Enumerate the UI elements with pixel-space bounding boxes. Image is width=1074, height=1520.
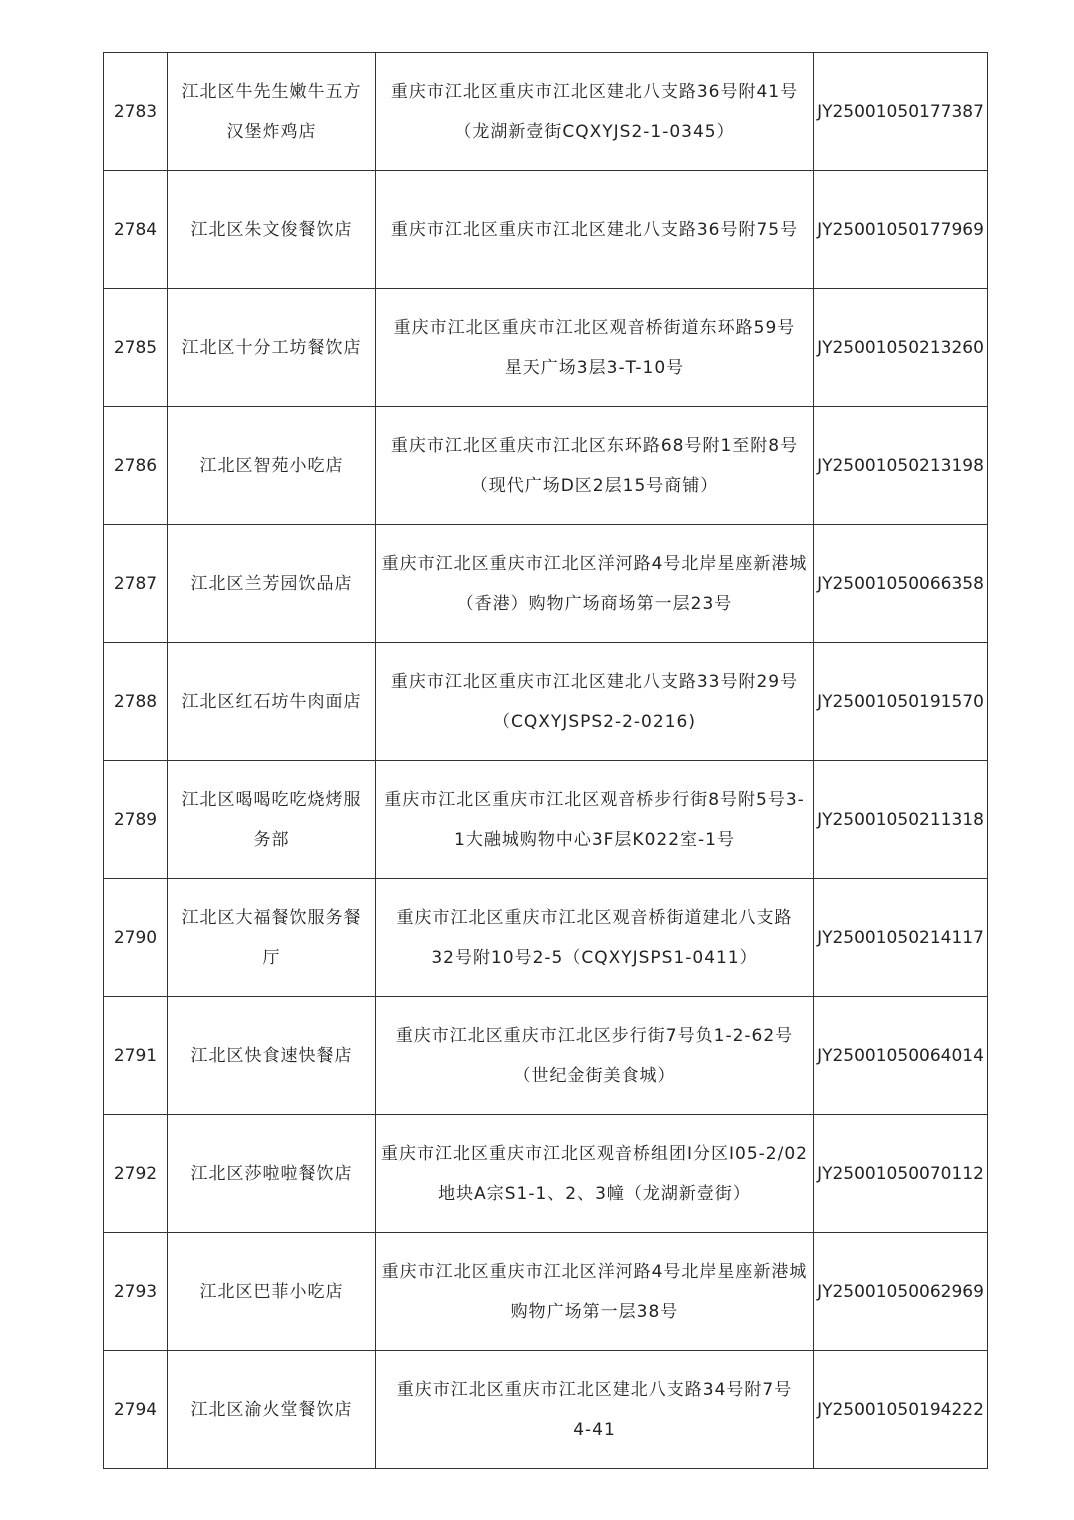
business-name [168, 879, 376, 997]
business-name-text: 江北区巴菲小吃店 [199, 1281, 344, 1302]
license-number: JY25001050213198 [814, 407, 988, 525]
business-name-text: 江北区牛先生嫩牛五方汉堡炸鸡店 [181, 81, 362, 142]
business-address [376, 1233, 814, 1351]
table-row [104, 171, 988, 289]
row-number: 2789 [104, 761, 168, 879]
business-name [168, 1233, 376, 1351]
row-number: 2792 [104, 1115, 168, 1233]
row-number: 2784 [104, 171, 168, 289]
table-row [104, 407, 988, 525]
table-row [104, 289, 988, 407]
table-row [104, 761, 988, 879]
table-row [104, 643, 988, 761]
business-address [376, 1115, 814, 1233]
business-name [168, 997, 376, 1115]
business-name [168, 53, 376, 171]
business-name-text: 江北区莎啦啦餐饮店 [190, 1163, 353, 1184]
business-name-text: 江北区兰芳园饮品店 [190, 573, 353, 594]
business-name-text: 江北区红石坊牛肉面店 [181, 691, 362, 712]
business-address-text: 重庆市江北区重庆市江北区观音桥街道东环路59号星天广场3层3-T-10号 [393, 317, 796, 378]
table-row [104, 879, 988, 997]
business-address-text: 重庆市江北区重庆市江北区建北八支路33号附29号（CQXYJSPS2-2-0216) [390, 671, 799, 732]
license-number: JY25001050064014 [814, 997, 988, 1115]
business-address-text: 重庆市江北区重庆市江北区建北八支路34号附7号4-41 [396, 1379, 793, 1440]
business-name-text: 江北区朱文俊餐饮店 [190, 219, 353, 240]
row-number: 2794 [104, 1351, 168, 1469]
row-number: 2790 [104, 879, 168, 997]
license-number: JY25001050070112 [814, 1115, 988, 1233]
table-row [104, 525, 988, 643]
business-address-text: 重庆市江北区重庆市江北区洋河路4号北岸星座新港城（香港）购物广场商场第一层23号 [381, 553, 808, 614]
table-row [104, 53, 988, 171]
business-name [168, 171, 376, 289]
table-row [104, 1233, 988, 1351]
license-number: JY25001050191570 [814, 643, 988, 761]
license-number: JY25001050211318 [814, 761, 988, 879]
row-number: 2793 [104, 1233, 168, 1351]
business-address-text: 重庆市江北区重庆市江北区东环路68号附1至附8号（现代广场D区2层15号商铺） [390, 435, 799, 496]
business-address-text: 重庆市江北区重庆市江北区洋河路4号北岸星座新港城购物广场第一层38号 [381, 1261, 808, 1322]
table-row [104, 1351, 988, 1469]
table-row [104, 1115, 988, 1233]
business-address [376, 643, 814, 761]
license-table [103, 52, 988, 1469]
business-address-text: 重庆市江北区重庆市江北区建北八支路36号附75号 [390, 219, 799, 240]
row-number: 2791 [104, 997, 168, 1115]
business-name-text: 江北区大福餐饮服务餐厅 [181, 907, 362, 968]
business-name-text: 江北区快食速快餐店 [190, 1045, 353, 1066]
business-name [168, 525, 376, 643]
business-address [376, 1351, 814, 1469]
business-address-text: 重庆市江北区重庆市江北区建北八支路36号附41号（龙湖新壹街CQXYJS2-1-0345） [390, 81, 799, 142]
business-name [168, 289, 376, 407]
license-number: JY25001050213260 [814, 289, 988, 407]
business-address [376, 879, 814, 997]
business-name-text: 江北区渝火堂餐饮店 [190, 1399, 353, 1420]
business-name-text: 江北区喝喝吃吃烧烤服务部 [181, 789, 362, 850]
license-number: JY25001050194222 [814, 1351, 988, 1469]
business-name-text: 江北区智苑小吃店 [199, 455, 344, 476]
business-address-text: 重庆市江北区重庆市江北区观音桥街道建北八支路32号附10号2-5（CQXYJSPS1-0411） [396, 907, 793, 968]
business-address [376, 407, 814, 525]
business-address [376, 997, 814, 1115]
row-number: 2788 [104, 643, 168, 761]
row-number: 2785 [104, 289, 168, 407]
business-address [376, 289, 814, 407]
business-name [168, 643, 376, 761]
license-number: JY25001050062969 [814, 1233, 988, 1351]
license-number: JY25001050214117 [814, 879, 988, 997]
business-address [376, 525, 814, 643]
business-address-text: 重庆市江北区重庆市江北区步行街7号负1-2-62号（世纪金街美食城） [395, 1025, 794, 1086]
business-address [376, 53, 814, 171]
business-name [168, 1115, 376, 1233]
table-row [104, 997, 988, 1115]
row-number: 2783 [104, 53, 168, 171]
license-number: JY25001050177387 [814, 53, 988, 171]
row-number: 2786 [104, 407, 168, 525]
license-number: JY25001050177969 [814, 171, 988, 289]
business-name-text: 江北区十分工坊餐饮店 [181, 337, 362, 358]
row-number: 2787 [104, 525, 168, 643]
business-name [168, 761, 376, 879]
business-name [168, 407, 376, 525]
license-number: JY25001050066358 [814, 525, 988, 643]
business-address [376, 171, 814, 289]
business-address [376, 761, 814, 879]
business-address-text: 重庆市江北区重庆市江北区观音桥组团I分区I05-2/02地块A宗S1-1、2、3幢（龙湖新壹街） [381, 1143, 808, 1204]
business-name [168, 1351, 376, 1469]
business-address-text: 重庆市江北区重庆市江北区观音桥步行街8号附5号3-1大融城购物中心3F层K022室-1号 [384, 789, 805, 850]
